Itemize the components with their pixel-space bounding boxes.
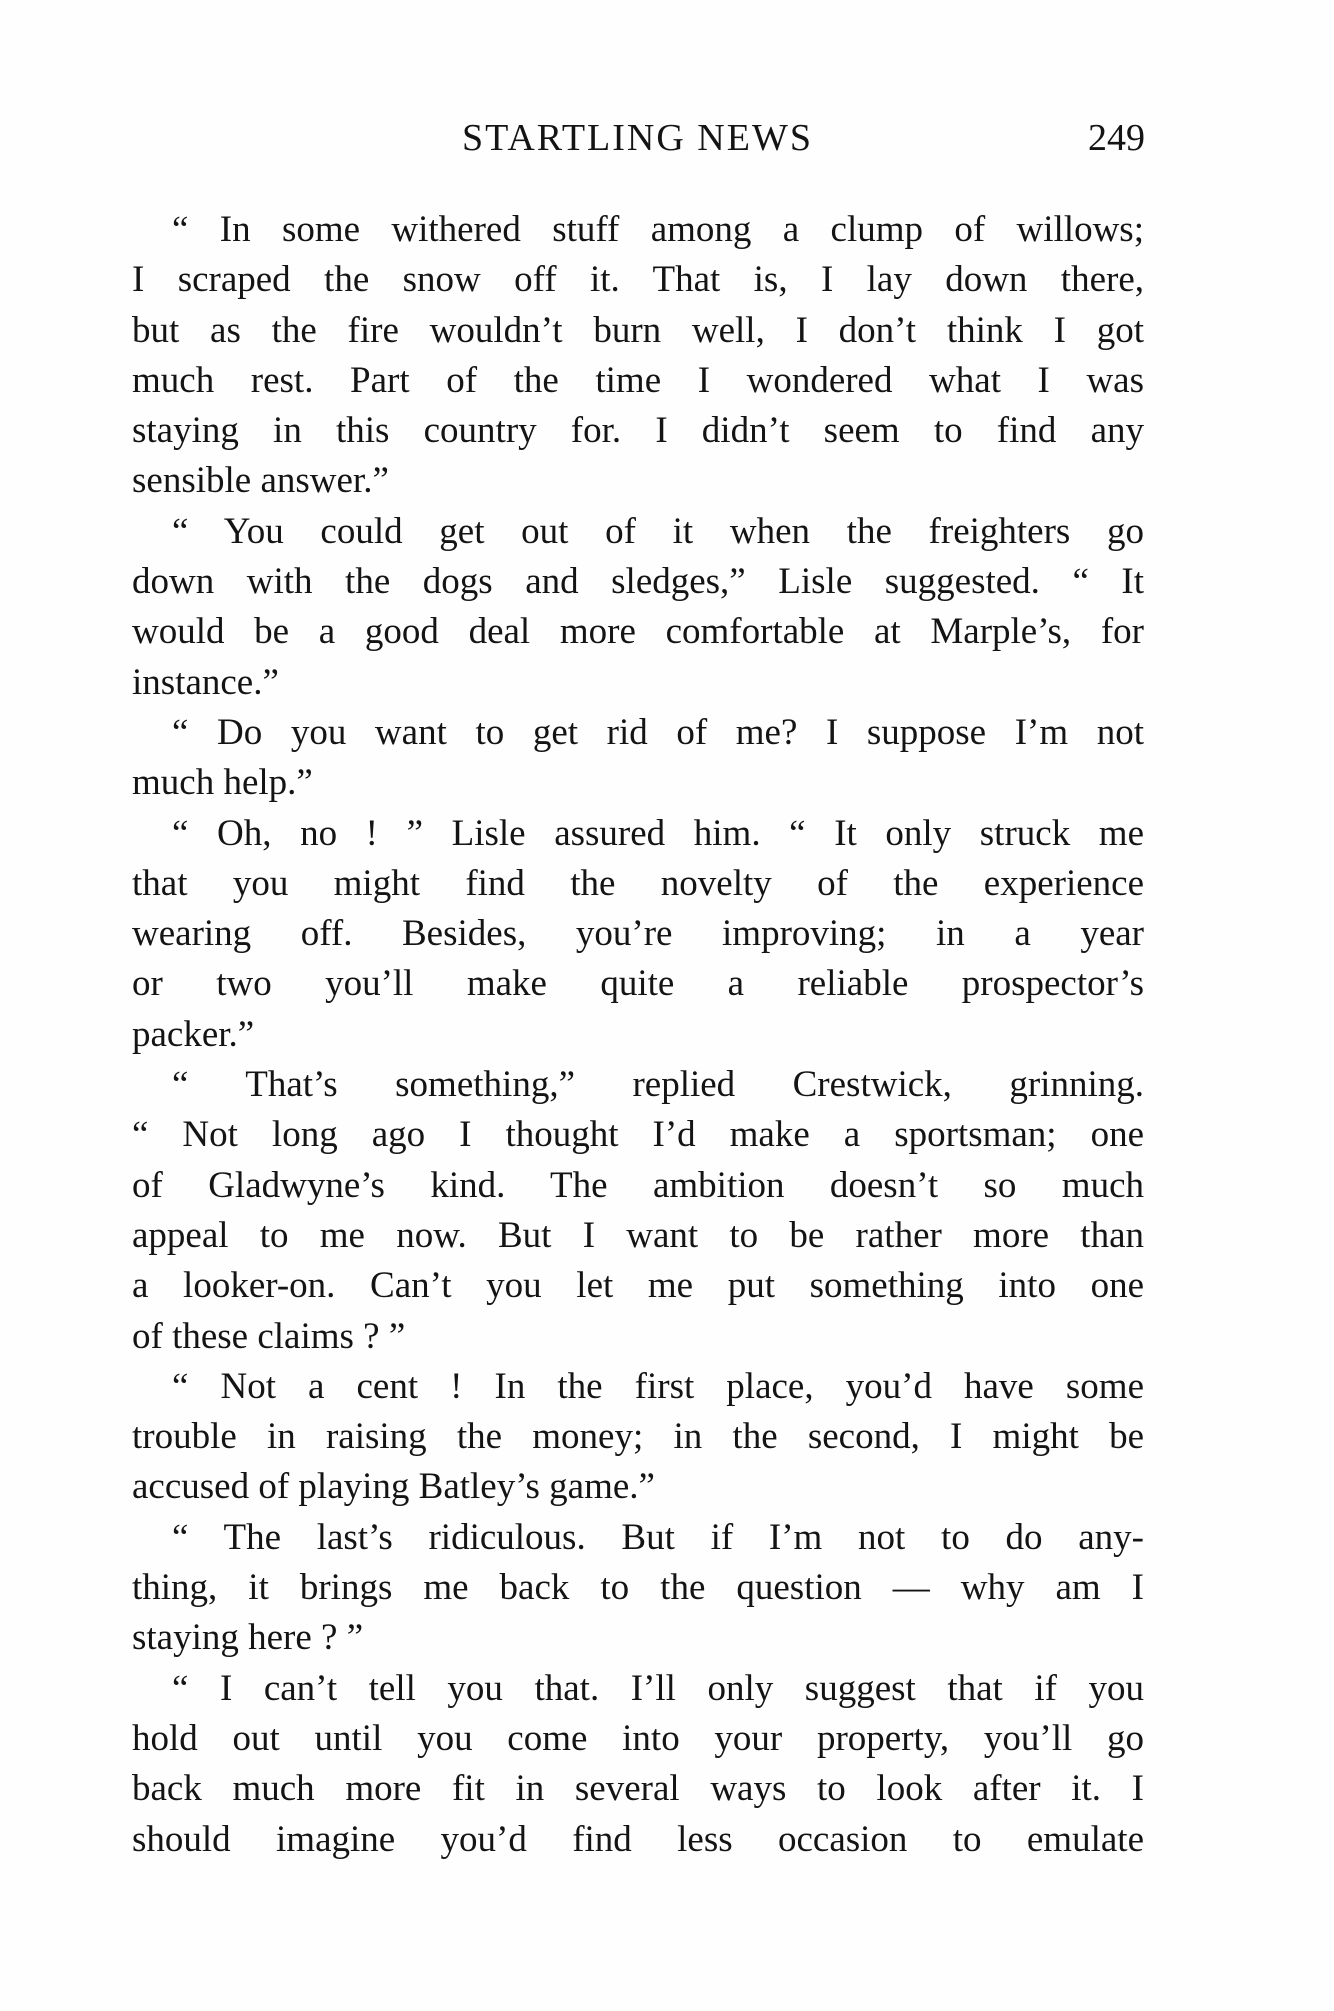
body-text bbox=[132, 205, 1144, 1865]
text-line: “ Not long ago I thought I’d make a sportsman; one bbox=[132, 1114, 1144, 1156]
text-line: staying in this country for. I didn’t seem to find any bbox=[132, 410, 1144, 452]
text-line: back much more fit in several ways to look after it. I bbox=[132, 1768, 1144, 1810]
text-line: thing, it brings me back to the question — why am I bbox=[132, 1567, 1144, 1609]
text-line: accused of playing Batley’s game.” bbox=[132, 1466, 655, 1508]
text-line: a looker-on. Can’t you let me put something into one bbox=[132, 1265, 1144, 1307]
text-line: “ That’s something,” replied Crestwick, grinning. bbox=[172, 1064, 1144, 1106]
text-line: sensible answer.” bbox=[132, 460, 389, 502]
text-line: but as the fire wouldn’t burn well, I don’t think I got bbox=[132, 309, 1144, 351]
text-line: “ Oh, no ! ” Lisle assured him. “ It only struck me bbox=[172, 812, 1144, 854]
text-line: that you might find the novelty of the experience bbox=[132, 862, 1144, 904]
text-line: hold out until you come into your property, you’ll go bbox=[132, 1717, 1144, 1759]
text-line: of Gladwyne’s kind. The ambition doesn’t so much bbox=[132, 1164, 1144, 1206]
text-line: should imagine you’d find less occasion to emulate bbox=[132, 1818, 1144, 1860]
text-line: “ Not a cent ! In the first place, you’d have some bbox=[172, 1365, 1144, 1407]
text-line: instance.” bbox=[132, 661, 279, 703]
text-line: much rest. Part of the time I wondered what I was bbox=[132, 359, 1144, 401]
text-line: much help.” bbox=[132, 762, 313, 804]
text-line: packer.” bbox=[132, 1013, 255, 1055]
text-line: “ You could get out of it when the freighters go bbox=[172, 510, 1144, 552]
text-line: “ The last’s ridiculous. But if I’m not to do any- bbox=[172, 1516, 1144, 1558]
text-line: down with the dogs and sledges,” Lisle suggested. “ It bbox=[132, 561, 1144, 603]
chapter-title: STARTLING NEWS bbox=[462, 117, 813, 159]
text-line: of these claims ? ” bbox=[132, 1315, 406, 1357]
text-line: or two you’ll make quite a reliable prospector’s bbox=[132, 963, 1144, 1005]
text-line: “ In some withered stuff among a clump of willows; bbox=[172, 209, 1144, 250]
text-line: “ I can’t tell you that. I’ll only suggest that if you bbox=[172, 1667, 1144, 1709]
page-number: 249 bbox=[1088, 117, 1145, 159]
running-header bbox=[130, 108, 1145, 168]
text-line: would be a good deal more comfortable at Marple’s, for bbox=[132, 611, 1144, 653]
text-line: appeal to me now. But I want to be rather more than bbox=[132, 1214, 1144, 1256]
text-line: “ Do you want to get rid of me? I suppose I’m not bbox=[172, 711, 1144, 753]
text-line: trouble in raising the money; in the second, I might be bbox=[132, 1416, 1144, 1458]
text-line: staying here ? ” bbox=[132, 1617, 364, 1659]
text-line: wearing off. Besides, you’re improving; in a year bbox=[132, 913, 1144, 955]
text-line: I scraped the snow off it. That is, I lay down there, bbox=[132, 259, 1144, 301]
